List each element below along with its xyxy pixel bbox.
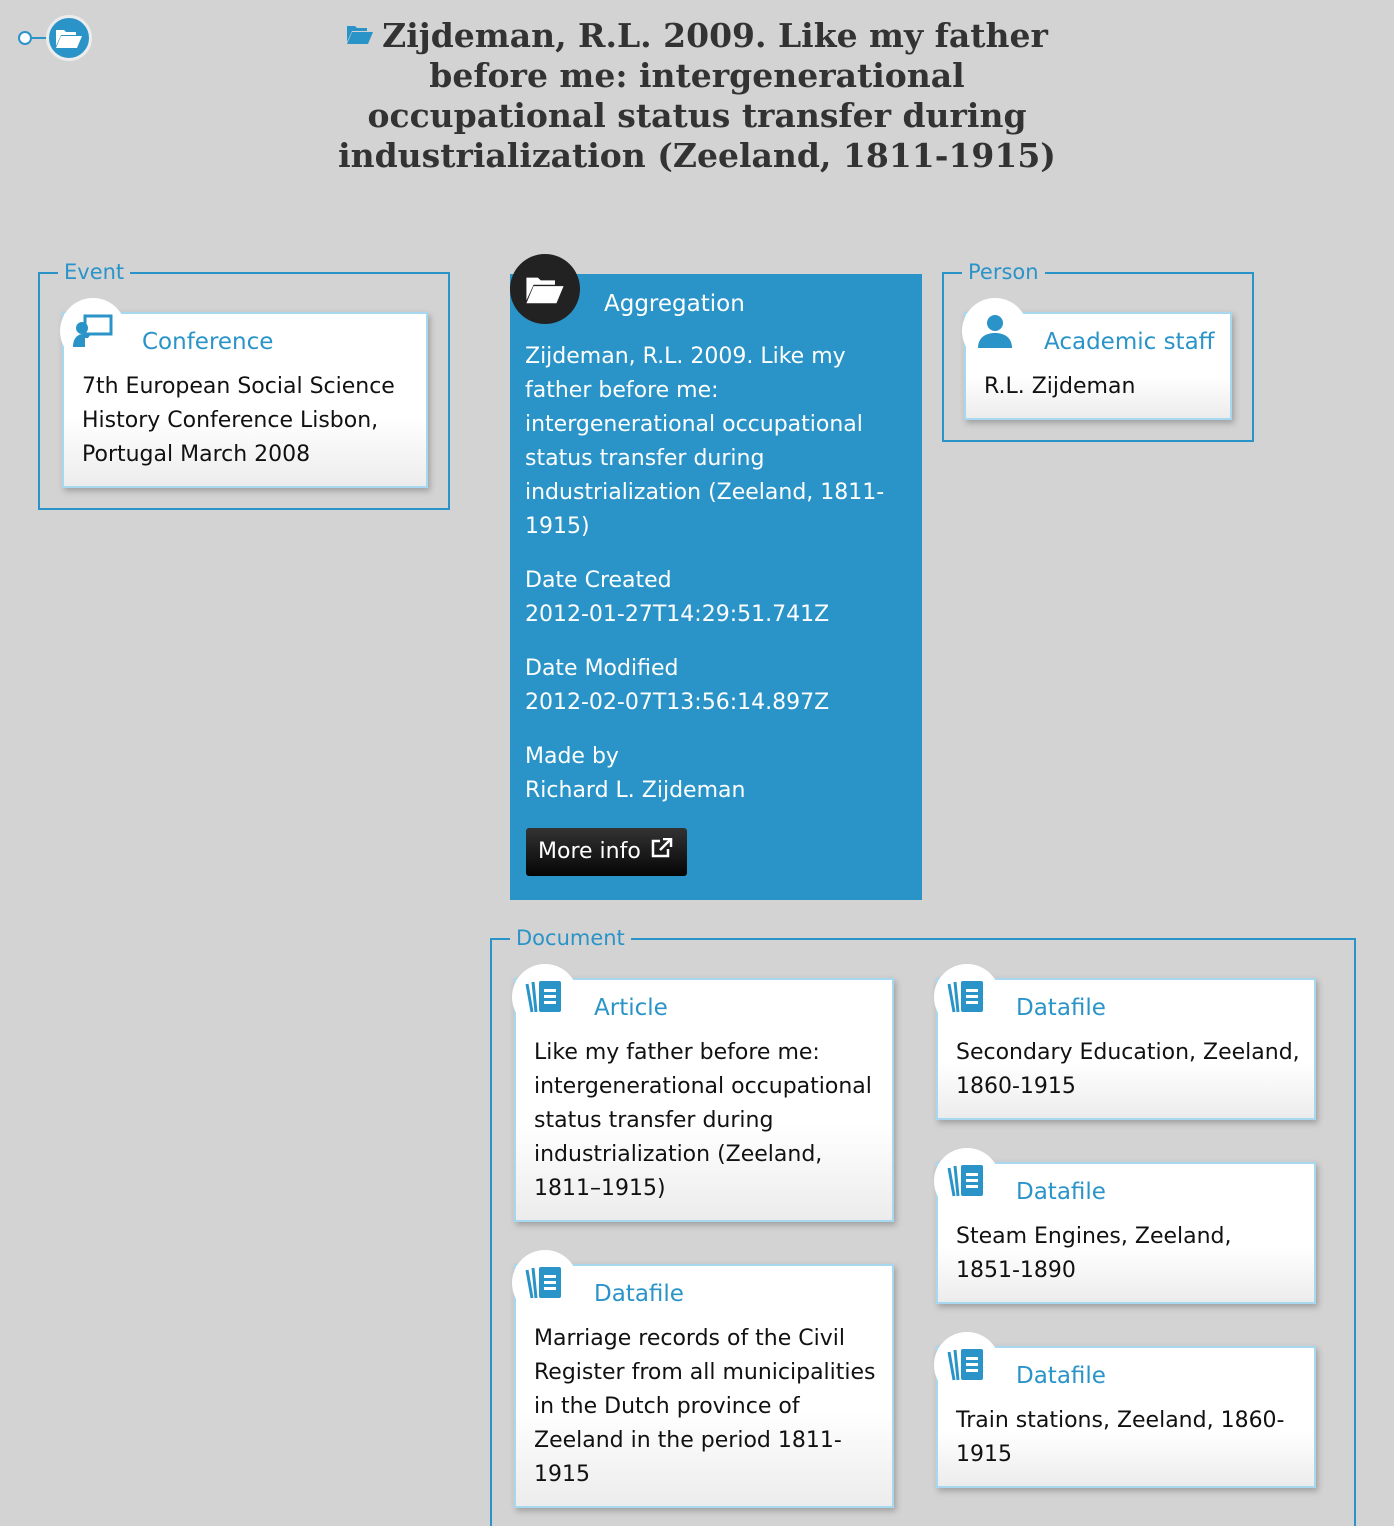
page-title-text: Zijdeman, R.L. 2009. Like my father before me: intergenerational occupational status transfer during industrialization (Zeeland, 1811-1915) — [338, 16, 1056, 175]
card-type-label: Datafile — [1016, 1363, 1106, 1389]
document-group-label: Document — [510, 925, 631, 951]
documents-icon — [512, 1250, 578, 1316]
card-type-label: Academic staff — [1044, 329, 1215, 355]
aggregation-type-label: Aggregation — [604, 291, 745, 317]
more-info-button[interactable] — [526, 828, 687, 876]
person-group-label: Person — [962, 259, 1045, 285]
aggregation-panel — [510, 274, 922, 900]
page-title — [330, 14, 1064, 176]
date-modified-value: 2012-02-07T13:56:14.897Z — [525, 690, 830, 715]
person-group — [942, 260, 1254, 442]
card-text: R.L. Zijdeman — [984, 374, 1136, 399]
date-modified-label: Date Modified — [525, 656, 679, 681]
datafile-card[interactable] — [936, 1346, 1316, 1488]
datafile-card[interactable] — [936, 978, 1316, 1120]
date-created-label: Date Created — [525, 568, 672, 593]
card-type-label: Datafile — [1016, 995, 1106, 1021]
folder-open-icon[interactable] — [46, 15, 92, 61]
conference-card[interactable] — [62, 312, 428, 488]
date-created-value: 2012-01-27T14:29:51.741Z — [525, 602, 830, 627]
card-type-label: Datafile — [594, 1281, 684, 1307]
folder-open-icon — [346, 14, 374, 54]
external-link-icon — [651, 828, 673, 876]
document-group — [490, 926, 1356, 1526]
card-type-label: Conference — [142, 329, 274, 355]
card-text: Like my father before me: intergenerational occupational status transfer during industrialization (Zeeland, 1811–1915) — [534, 1040, 872, 1201]
view-toggle[interactable] — [16, 13, 96, 63]
card-type-label: Datafile — [1016, 1179, 1106, 1205]
academic-staff-card[interactable] — [964, 312, 1232, 420]
card-text: Marriage records of the Civil Register from all municipalities in the Dutch province of Zeeland in the period 1811-1915 — [534, 1326, 876, 1487]
made-by-label: Made by — [525, 744, 619, 769]
event-group — [38, 260, 450, 510]
card-text: Steam Engines, Zeeland, 1851-1890 — [956, 1224, 1232, 1283]
user-icon — [962, 298, 1028, 364]
toggle-ring — [18, 31, 32, 45]
made-by-value: Richard L. Zijdeman — [525, 778, 746, 803]
card-text: Train stations, Zeeland, 1860-1915 — [956, 1408, 1285, 1467]
card-type-label: Article — [594, 995, 668, 1021]
folder-open-icon — [510, 254, 580, 324]
datafile-card[interactable] — [514, 1264, 894, 1508]
datafile-card[interactable] — [936, 1162, 1316, 1304]
more-info-label: More info — [538, 839, 641, 864]
presentation-icon — [60, 298, 126, 364]
card-text: Secondary Education, Zeeland, 1860-1915 — [956, 1040, 1300, 1099]
article-card[interactable] — [514, 978, 894, 1222]
documents-icon — [934, 964, 1000, 1030]
documents-icon — [512, 964, 578, 1030]
event-group-label: Event — [58, 259, 130, 285]
documents-icon — [934, 1148, 1000, 1214]
aggregation-title: Zijdeman, R.L. 2009. Like my father before me: intergenerational occupational status transfer during industrialization (Zeeland, 1811-1915) — [525, 344, 885, 539]
documents-icon — [934, 1332, 1000, 1398]
card-text: 7th European Social Science History Conference Lisbon, Portugal March 2008 — [82, 374, 395, 467]
